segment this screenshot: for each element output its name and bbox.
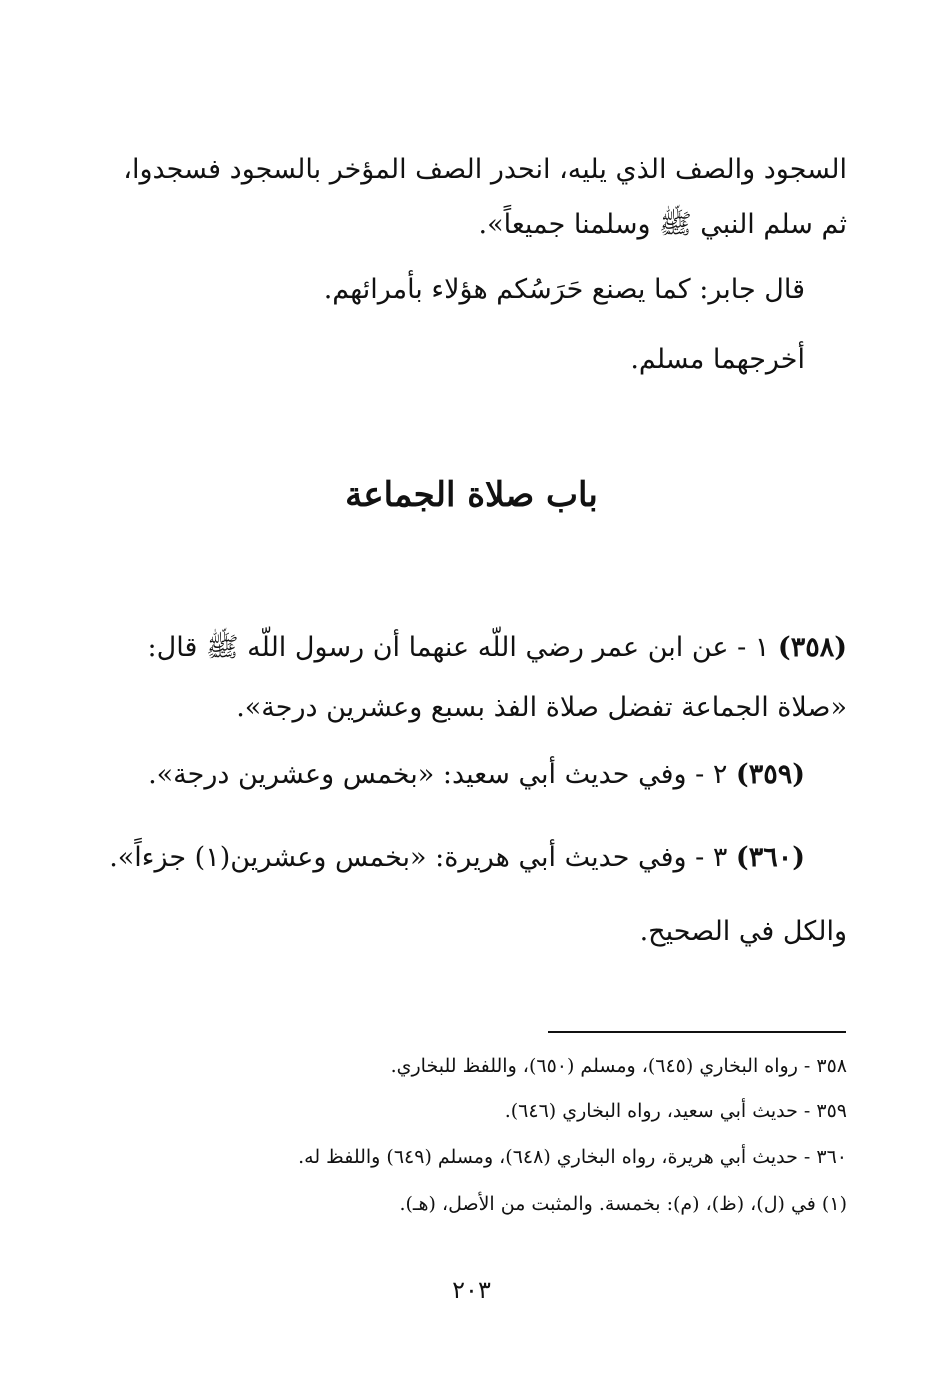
hadith-360	[109, 838, 805, 878]
hadith-358	[148, 628, 847, 668]
footnote-360: ٣٦٠ - حديث أبي هريرة، رواه البخاري (٦٤٨)، ومسلم (٦٤٩) واللفظ له.	[298, 1146, 847, 1168]
footnote-358: ٣٥٨ - رواه البخاري (٦٤٥)، ومسلم (٦٥٠)، واللفظ للبخاري.	[390, 1055, 847, 1077]
text-line-1: السجود والصف الذي يليه، انحدر الصف المؤخر بالسجود فسجدوا،	[123, 154, 847, 185]
footnote-359: ٣٥٩ - حديث أبي سعيد، رواه البخاري (٦٤٦).	[504, 1100, 847, 1122]
footnote-separator	[548, 1031, 846, 1033]
closing-line: والكل في الصحيح.	[639, 916, 847, 947]
chapter-title: باب صلاة الجماعة	[345, 475, 598, 515]
hadith-text-359: ٢ - وفي حديث أبي سعيد: «بخمس وعشرين درجة».	[148, 759, 728, 790]
hadith-number-358: (٣٥٨)	[777, 632, 847, 663]
hadith-number-359: (٣٥٩)	[735, 759, 805, 790]
hadith-358-continuation: «صلاة الجماعة تفضل صلاة الفذ بسبع وعشرين درجة».	[236, 692, 847, 723]
footnote-1: (١) في (ل)، (ظ)، (م): بخمسة. والمثبت من الأصل، (هـ).	[399, 1193, 847, 1215]
text-line-3: قال جابر: كما يصنع حَرَسُكم هؤلاء بأمرائهم.	[323, 274, 805, 305]
hadith-text-360: ٣ - وفي حديث أبي هريرة: «بخمس وعشرين(١) جزءاً».	[109, 842, 728, 873]
hadith-text-358: ١ - عن ابن عمر رضي اللّه عنهما أن رسول اللّه ﷺ قال:	[147, 632, 770, 663]
hadith-359	[148, 755, 805, 795]
hadith-number-360: (٣٦٠)	[735, 842, 805, 873]
text-line-2: ثم سلم النبي ﷺ وسلمنا جميعاً».	[478, 209, 847, 240]
text-line-4: أخرجهما مسلم.	[630, 344, 805, 375]
page-number: ٢٠٣	[452, 1276, 491, 1304]
